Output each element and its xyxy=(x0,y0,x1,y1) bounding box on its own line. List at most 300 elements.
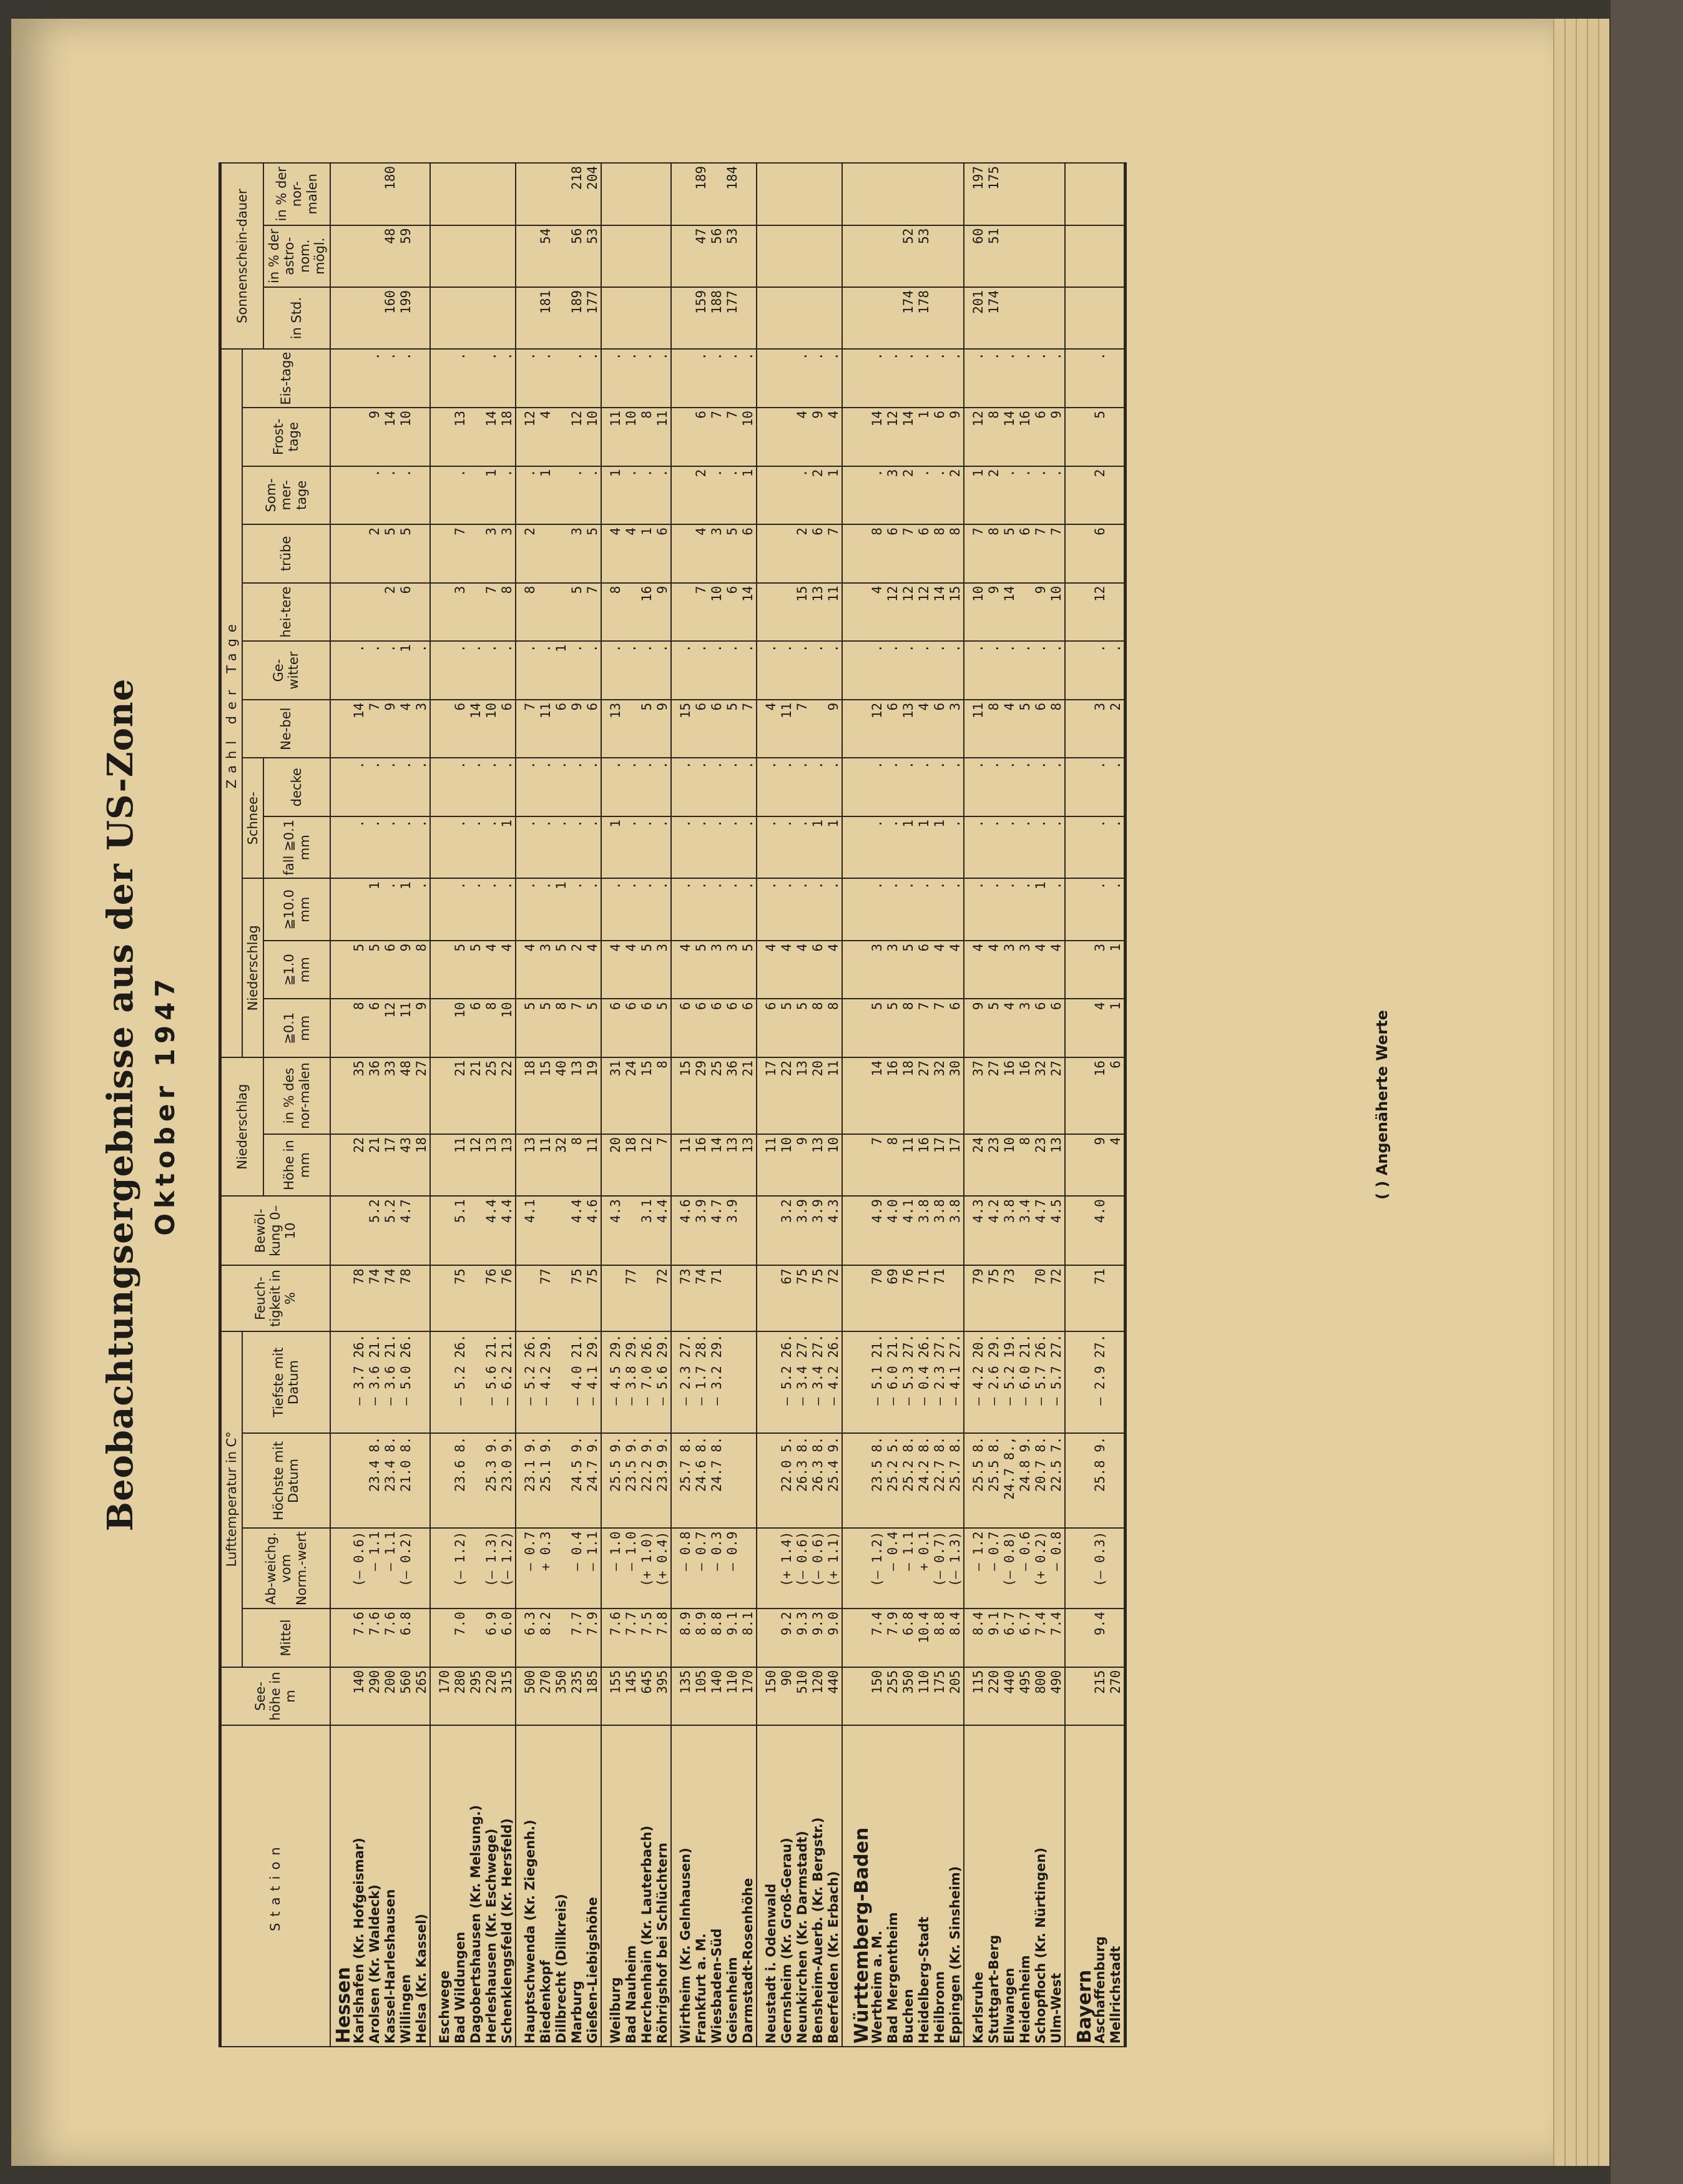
cell-sf: . xyxy=(484,816,499,878)
cell-fr xyxy=(468,408,484,466)
cell-tr: 5 xyxy=(585,524,601,583)
cell-tr xyxy=(1108,524,1126,583)
header-seehoehe: See-höhe in m xyxy=(220,1667,330,1726)
cell-so: . xyxy=(1049,466,1065,525)
cell-sa: 60 xyxy=(971,225,986,287)
cell-so: . xyxy=(795,466,810,525)
table-row xyxy=(499,163,516,2047)
cell-min: — 3.7 26. xyxy=(351,1331,367,1434)
cell-min: — 3.4 27. xyxy=(795,1331,810,1434)
cell-sd: . xyxy=(554,758,569,816)
station-name: Gießen-Liebigshöhe xyxy=(585,1725,601,2047)
header-zahl-der-tage: Zahl der Tage xyxy=(220,349,243,1057)
cell-ge: . xyxy=(1033,641,1049,700)
cell-so: 1 xyxy=(608,466,624,525)
cell-sn xyxy=(608,163,624,225)
cell-sa: 56 xyxy=(569,225,585,287)
cell-p: 13 xyxy=(725,1134,740,1196)
cell-m: 7.6 xyxy=(608,1609,624,1667)
table-row xyxy=(948,163,964,2047)
station-name: Biedenkopf xyxy=(538,1725,554,2047)
cell-h: 140 xyxy=(709,1667,725,1726)
table-row xyxy=(398,163,414,2047)
cell-m: 8.4 xyxy=(971,1609,986,1667)
table-row xyxy=(414,163,430,2047)
cell-pn: 32 xyxy=(932,1057,948,1134)
cell-fr: 11 xyxy=(655,408,671,466)
table-row xyxy=(709,163,725,2047)
cell-sd: . xyxy=(916,758,932,816)
cell-max: 23.4 8. xyxy=(383,1433,398,1528)
table-row xyxy=(763,163,779,2047)
cell-a: + 0.1 xyxy=(916,1528,932,1609)
cell-ge: . xyxy=(367,641,383,700)
cell-so: 1 xyxy=(484,466,499,525)
cell-a: (— 0.7) xyxy=(932,1528,948,1609)
table-row xyxy=(795,163,810,2047)
cell-m: 10.4 xyxy=(916,1609,932,1667)
cell-p: 17 xyxy=(383,1134,398,1196)
cell-tr: 8 xyxy=(870,524,885,583)
cell-sa xyxy=(639,225,655,287)
cell-sa xyxy=(1049,225,1065,287)
cell-sd: . xyxy=(1049,758,1065,816)
cell-b: 3.9 xyxy=(694,1196,709,1265)
cell-pn: 8 xyxy=(655,1057,671,1134)
cell-h: 120 xyxy=(810,1667,826,1726)
cell-sn xyxy=(367,163,383,225)
cell-ss: 188 xyxy=(709,287,725,349)
cell-ei: . xyxy=(624,349,639,408)
cell-h: 170 xyxy=(437,1667,453,1726)
cell-d1: 8 xyxy=(826,999,842,1057)
cell-so: . xyxy=(398,466,414,525)
cell-pn: 15 xyxy=(538,1057,554,1134)
cell-he: 8 xyxy=(608,583,624,642)
cell-tr xyxy=(678,524,694,583)
cell-f: 67 xyxy=(779,1265,795,1331)
cell-a: (+ 1.1) xyxy=(826,1528,842,1609)
cell-sn xyxy=(1018,163,1033,225)
cell-min: — 5.2 19. xyxy=(1002,1331,1018,1434)
cell-sd: . xyxy=(709,758,725,816)
cell-sa xyxy=(1108,225,1126,287)
station-name: Heilbronn xyxy=(932,1725,948,2047)
cell-sn xyxy=(554,163,569,225)
cell-d2: 4 xyxy=(779,941,795,999)
cell-sd: . xyxy=(885,758,901,816)
cell-f: 73 xyxy=(1002,1265,1018,1331)
cell-so xyxy=(779,466,795,525)
table-row xyxy=(678,163,694,2047)
cell-ge: . xyxy=(453,641,468,700)
cell-ge: . xyxy=(1049,641,1065,700)
cell-max: 24.7 8., xyxy=(1002,1433,1018,1528)
cell-sn xyxy=(414,163,430,225)
cell-h: 110 xyxy=(725,1667,740,1726)
cell-f xyxy=(1108,1265,1126,1331)
cell-ei: . xyxy=(1049,349,1065,408)
cell-ne: 12 xyxy=(870,700,885,758)
cell-d3: . xyxy=(725,878,740,940)
cell-m: 9.0 xyxy=(826,1609,842,1667)
cell-f: 70 xyxy=(870,1265,885,1331)
cell-he: 14 xyxy=(932,583,948,642)
cell-sn xyxy=(885,163,901,225)
cell-pn: 40 xyxy=(554,1057,569,1134)
cell-so xyxy=(678,466,694,525)
cell-b xyxy=(554,1196,569,1265)
cell-m: 7.4 xyxy=(1033,1609,1049,1667)
header-eistage: Eis-tage xyxy=(242,349,330,408)
cell-sa xyxy=(414,225,430,287)
cell-sf: . xyxy=(725,816,740,878)
cell-d2: 4 xyxy=(971,941,986,999)
cell-max: 23.1 9. xyxy=(523,1433,538,1528)
cell-tr: 3 xyxy=(499,524,516,583)
cell-fr: 12 xyxy=(569,408,585,466)
cell-sd: . xyxy=(655,758,671,816)
cell-ei: . xyxy=(694,349,709,408)
cell-b xyxy=(437,1196,453,1265)
cell-ei xyxy=(678,349,694,408)
cell-sa xyxy=(763,225,779,287)
cell-ne: 2 xyxy=(1108,700,1126,758)
table-row xyxy=(453,163,468,2047)
cell-f xyxy=(1018,1265,1033,1331)
cell-d1: 8 xyxy=(810,999,826,1057)
cell-so: . xyxy=(932,466,948,525)
cell-ss xyxy=(484,287,499,349)
cell-ne: 6 xyxy=(554,700,569,758)
cell-ei: . xyxy=(986,349,1002,408)
header-schneedecke: decke xyxy=(263,758,330,816)
cell-sn xyxy=(932,163,948,225)
cell-b: 4.4 xyxy=(655,1196,671,1265)
cell-max: 25.8 9. xyxy=(1092,1433,1108,1528)
cell-d1: 4 xyxy=(1092,999,1108,1057)
cell-ss: 189 xyxy=(569,287,585,349)
cell-ei: . xyxy=(740,349,757,408)
cell-min: — 4.0 21. xyxy=(569,1331,585,1434)
cell-min: — 4.2 20. xyxy=(971,1331,986,1434)
cell-d1: 6 xyxy=(725,999,740,1057)
cell-so: 2 xyxy=(901,466,916,525)
cell-tr: 7 xyxy=(1033,524,1049,583)
cell-tr: 3 xyxy=(484,524,499,583)
header-sommertage: Som-mer-tage xyxy=(242,466,330,525)
cell-h: 255 xyxy=(885,1667,901,1726)
cell-so: . xyxy=(1002,466,1018,525)
cell-max xyxy=(1108,1433,1126,1528)
cell-a xyxy=(468,1528,484,1609)
cell-d3: . xyxy=(414,878,430,940)
cell-sf: . xyxy=(1033,816,1049,878)
cell-ss xyxy=(608,287,624,349)
header-schneefall: fall ≧0.1 mm xyxy=(263,816,330,878)
cell-ne: 7 xyxy=(523,700,538,758)
cell-b: 3.1 xyxy=(639,1196,655,1265)
cell-sn xyxy=(678,163,694,225)
cell-h: 295 xyxy=(468,1667,484,1726)
cell-max: 24.7 8. xyxy=(709,1433,725,1528)
cell-sf: . xyxy=(870,816,885,878)
cell-min: — 3.6 21. xyxy=(367,1331,383,1434)
cell-so: 3 xyxy=(885,466,901,525)
cell-so: 1 xyxy=(971,466,986,525)
cell-ne: 9 xyxy=(569,700,585,758)
cell-b: 4.1 xyxy=(901,1196,916,1265)
station-name: Dillbrecht (Dillkreis) xyxy=(554,1725,569,2047)
cell-ss xyxy=(779,287,795,349)
table-row xyxy=(554,163,569,2047)
cell-sd: . xyxy=(694,758,709,816)
cell-he xyxy=(763,583,779,642)
cell-h: 215 xyxy=(1092,1667,1108,1726)
cell-fr: 9 xyxy=(810,408,826,466)
cell-d3: 1 xyxy=(1033,878,1049,940)
cell-sn xyxy=(484,163,499,225)
cell-he: 13 xyxy=(810,583,826,642)
cell-he xyxy=(468,583,484,642)
cell-d3: . xyxy=(694,878,709,940)
cell-sd: . xyxy=(779,758,795,816)
cell-d2: 4 xyxy=(795,941,810,999)
cell-ge: . xyxy=(1108,641,1126,700)
cell-sd: . xyxy=(1092,758,1108,816)
cell-pn: 32 xyxy=(1033,1057,1049,1134)
station-name: Darmstadt-Rosenhöhe xyxy=(740,1725,757,2047)
cell-sf: . xyxy=(779,816,795,878)
cell-p xyxy=(437,1134,453,1196)
cell-d2: 3 xyxy=(870,941,885,999)
cell-b xyxy=(468,1196,484,1265)
cell-d1: 8 xyxy=(484,999,499,1057)
cell-sf: . xyxy=(624,816,639,878)
cell-ss: 201 xyxy=(971,287,986,349)
cell-d2: 4 xyxy=(499,941,516,999)
cell-d2: 3 xyxy=(1018,941,1033,999)
cell-ss xyxy=(351,287,367,349)
cell-sf: . xyxy=(948,816,964,878)
region-name: Württemberg-Baden xyxy=(849,1725,870,2047)
cell-sa xyxy=(367,225,383,287)
station-name: Herleshausen (Kr. Eschwege) xyxy=(484,1725,499,2047)
cell-sa xyxy=(948,225,964,287)
cell-so xyxy=(468,466,484,525)
table-row xyxy=(810,163,826,2047)
station-name: Bad Wildungen xyxy=(453,1725,468,2047)
cell-sf: . xyxy=(639,816,655,878)
cell-min: — 5.7 26. xyxy=(1033,1331,1049,1434)
cell-d2: 3 xyxy=(885,941,901,999)
cell-m xyxy=(468,1609,484,1667)
cell-pn: 18 xyxy=(901,1057,916,1134)
cell-max: 21.0 8. xyxy=(398,1433,414,1528)
cell-sa: 59 xyxy=(398,225,414,287)
cell-ne: 11 xyxy=(971,700,986,758)
cell-max xyxy=(414,1433,430,1528)
cell-sd: . xyxy=(763,758,779,816)
cell-ss xyxy=(1002,287,1018,349)
cell-ne: 11 xyxy=(779,700,795,758)
cell-max: 24.7 9. xyxy=(585,1433,601,1528)
cell-fr: 14 xyxy=(1002,408,1018,466)
cell-max xyxy=(351,1433,367,1528)
cell-tr: 7 xyxy=(453,524,468,583)
cell-d1: 5 xyxy=(986,999,1002,1057)
cell-tr: 4 xyxy=(608,524,624,583)
cell-tr: 7 xyxy=(901,524,916,583)
station-name: Karlshafen (Kr. Hofgeismar) xyxy=(351,1725,367,2047)
cell-p: 17 xyxy=(932,1134,948,1196)
cell-ge: . xyxy=(569,641,585,700)
cell-fr: 16 xyxy=(1018,408,1033,466)
cell-m: 9.1 xyxy=(986,1609,1002,1667)
cell-sd: . xyxy=(608,758,624,816)
page-edge xyxy=(1576,19,1587,2166)
table-row xyxy=(870,163,885,2047)
cell-h: 350 xyxy=(901,1667,916,1726)
cell-d3: . xyxy=(608,878,624,940)
cell-f: 77 xyxy=(624,1265,639,1331)
page-subtitle: Oktober 1947 xyxy=(150,974,180,1236)
cell-fr: 4 xyxy=(826,408,842,466)
cell-ss xyxy=(1033,287,1049,349)
cell-f xyxy=(608,1265,624,1331)
cell-ge: . xyxy=(810,641,826,700)
cell-tr: 8 xyxy=(986,524,1002,583)
cell-b: 4.3 xyxy=(826,1196,842,1265)
cell-sf: . xyxy=(398,816,414,878)
cell-ge: . xyxy=(932,641,948,700)
cell-sd: . xyxy=(1018,758,1033,816)
cell-sd: . xyxy=(901,758,916,816)
cell-fr: 9 xyxy=(948,408,964,466)
cell-a: + 0.3 xyxy=(538,1528,554,1609)
cell-f: 72 xyxy=(826,1265,842,1331)
cell-sf: . xyxy=(383,816,398,878)
cell-d3: . xyxy=(1049,878,1065,940)
cell-min: — 4.1 27. xyxy=(948,1331,964,1434)
cell-p: 24 xyxy=(971,1134,986,1196)
cell-sa xyxy=(1002,225,1018,287)
cell-sf: 1 xyxy=(901,816,916,878)
station-name: Wertheim a. M. xyxy=(870,1725,885,2047)
cell-m: 9.4 xyxy=(1092,1609,1108,1667)
cell-so: . xyxy=(499,466,516,525)
cell-pn: 27 xyxy=(986,1057,1002,1134)
cell-ge: . xyxy=(725,641,740,700)
cell-d3: . xyxy=(655,878,671,940)
cell-sn xyxy=(453,163,468,225)
cell-d3: . xyxy=(885,878,901,940)
cell-sd: . xyxy=(484,758,499,816)
cell-sa xyxy=(779,225,795,287)
cell-p: 23 xyxy=(1033,1134,1049,1196)
cell-d2: 3 xyxy=(538,941,554,999)
region-name: Hessen xyxy=(330,1725,351,2047)
cell-h: 315 xyxy=(499,1667,516,1726)
group-divider xyxy=(1065,163,1072,2047)
cell-sf: 1 xyxy=(916,816,932,878)
cell-ei: . xyxy=(538,349,554,408)
cell-p: 9 xyxy=(1092,1134,1108,1196)
cell-sa xyxy=(468,225,484,287)
cell-tr: 6 xyxy=(810,524,826,583)
cell-ge: . xyxy=(585,641,601,700)
cell-he: 12 xyxy=(1092,583,1108,642)
cell-ge: . xyxy=(916,641,932,700)
cell-ne: 8 xyxy=(986,700,1002,758)
cell-f: 77 xyxy=(538,1265,554,1331)
cell-m: 7.4 xyxy=(870,1609,885,1667)
cell-he: 12 xyxy=(901,583,916,642)
cell-ss xyxy=(554,287,569,349)
cell-tr: 5 xyxy=(383,524,398,583)
cell-sa: 48 xyxy=(383,225,398,287)
cell-pn: 19 xyxy=(585,1057,601,1134)
cell-h: 350 xyxy=(554,1667,569,1726)
cell-a: — 1.2 xyxy=(971,1528,986,1609)
cell-sn: 218 xyxy=(569,163,585,225)
table-row xyxy=(1018,163,1033,2047)
cell-b: 4.7 xyxy=(1033,1196,1049,1265)
cell-so: 2 xyxy=(694,466,709,525)
cell-d2: 6 xyxy=(916,941,932,999)
cell-pn: 21 xyxy=(453,1057,468,1134)
cell-ne: 9 xyxy=(826,700,842,758)
cell-pn: 29 xyxy=(694,1057,709,1134)
cell-max: 22.7 8. xyxy=(932,1433,948,1528)
station-name: Schenklengsfeld (Kr. Hersfeld) xyxy=(499,1725,516,2047)
cell-max: 25.5 8. xyxy=(986,1433,1002,1528)
table-row xyxy=(779,163,795,2047)
cell-ei: . xyxy=(916,349,932,408)
cell-d3: 1 xyxy=(398,878,414,940)
cell-d1: 5 xyxy=(779,999,795,1057)
cell-f: 71 xyxy=(1092,1265,1108,1331)
cell-d1: 12 xyxy=(383,999,398,1057)
cell-sa xyxy=(885,225,901,287)
cell-fr: 14 xyxy=(484,408,499,466)
cell-m: 7.8 xyxy=(655,1609,671,1667)
cell-ne: 9 xyxy=(655,700,671,758)
cell-h: 140 xyxy=(351,1667,367,1726)
cell-max xyxy=(437,1433,453,1528)
region-name: Bayern xyxy=(1072,1725,1092,2047)
cell-so xyxy=(554,466,569,525)
cell-d1: 5 xyxy=(795,999,810,1057)
cell-h: 490 xyxy=(1049,1667,1065,1726)
cell-a: — 0.4 xyxy=(885,1528,901,1609)
cell-f: 74 xyxy=(367,1265,383,1331)
cell-so xyxy=(763,466,779,525)
table-row xyxy=(986,163,1002,2047)
cell-pn: 35 xyxy=(351,1057,367,1134)
cell-he: 9 xyxy=(655,583,671,642)
cell-sf: 1 xyxy=(499,816,516,878)
cell-pn: 31 xyxy=(608,1057,624,1134)
cell-ss: 177 xyxy=(585,287,601,349)
cell-ge: . xyxy=(971,641,986,700)
cell-ei xyxy=(763,349,779,408)
cell-d2: 4 xyxy=(763,941,779,999)
cell-sd: . xyxy=(678,758,694,816)
cell-tr: 6 xyxy=(885,524,901,583)
cell-sn xyxy=(826,163,842,225)
cell-b: 4.7 xyxy=(398,1196,414,1265)
